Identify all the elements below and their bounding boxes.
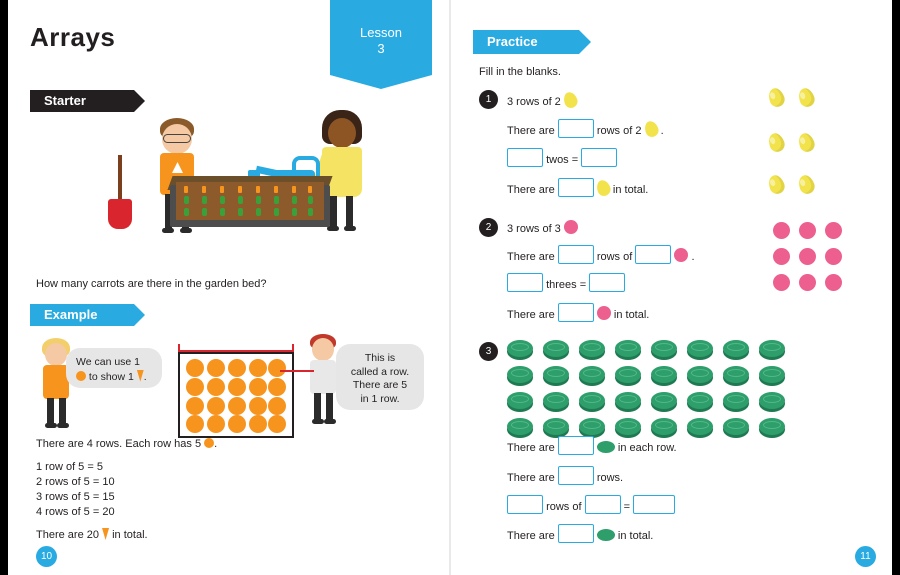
- line-text-before: There are: [507, 530, 555, 542]
- example-total-suffix: in total.: [112, 529, 148, 541]
- bubble-left-text-2: to show 1: [88, 370, 134, 383]
- lesson-label: Lesson: [360, 25, 402, 40]
- answer-blank[interactable]: [558, 245, 594, 264]
- line-text-after: rows.: [596, 472, 624, 484]
- answer-blank[interactable]: [633, 495, 675, 514]
- question-1-heading: [507, 92, 577, 108]
- question-3-line-2: [507, 466, 623, 485]
- starter-question: How many carrots are there in the garden bed?: [36, 278, 267, 290]
- answer-blank[interactable]: [558, 436, 594, 455]
- line-text-middle: threes =: [546, 279, 587, 291]
- question-3-line-4: [507, 524, 653, 543]
- line-text-after: in total.: [612, 184, 649, 196]
- line-text-before: There are: [507, 309, 555, 321]
- answer-blank[interactable]: [558, 303, 594, 322]
- question-2-heading-text: 3 rows of 3: [507, 223, 561, 235]
- equation-line: 2 rows of 5 = 10: [36, 476, 115, 488]
- example-banner-label: Example: [44, 307, 98, 322]
- question-1-line-1: [507, 119, 664, 138]
- speech-bubble-left: We can use 1 to show 1 .: [66, 348, 162, 388]
- line-text-middle: twos =: [546, 154, 579, 166]
- question-1-line-2: [507, 148, 617, 167]
- answer-blank[interactable]: [585, 495, 621, 514]
- line-text-after: in total.: [613, 309, 650, 321]
- question-1-line-3: [507, 178, 648, 197]
- coin-icon: [597, 529, 615, 541]
- lesson-number: 3: [377, 41, 385, 57]
- pink-dot-icon: [564, 220, 578, 234]
- question-number-3: 3: [479, 342, 498, 361]
- example-summary-suffix: .: [214, 438, 218, 450]
- answer-blank[interactable]: [558, 524, 594, 543]
- line-text-before: There are: [507, 125, 555, 137]
- example-banner: [30, 304, 134, 326]
- lemon-icon: [594, 178, 612, 197]
- garden-illustration: [30, 110, 430, 275]
- example-summary: [36, 438, 217, 450]
- question-2-line-1: [507, 245, 695, 264]
- answer-blank[interactable]: [558, 119, 594, 138]
- line-text-after: .: [691, 251, 695, 263]
- answer-blank[interactable]: [581, 148, 617, 167]
- practice-instruction: Fill in the blanks.: [479, 66, 561, 78]
- practice-banner: [473, 30, 579, 54]
- starter-banner-label: Starter: [44, 93, 86, 108]
- answer-blank[interactable]: [507, 273, 543, 292]
- orange-counter-icon: [204, 438, 214, 448]
- carrot-icon: [102, 528, 109, 540]
- line-text-middle: rows of: [596, 251, 633, 263]
- bubble-right-line-2: called a row.: [350, 365, 410, 378]
- question-number-1: 1: [479, 90, 498, 109]
- pink-dot-icon: [674, 248, 688, 262]
- question-3-line-3: [507, 495, 675, 514]
- page-title: Arrays: [30, 22, 116, 52]
- banner-arrow-icon: [579, 30, 591, 54]
- example-total-prefix: There are 20: [36, 529, 99, 541]
- bubble-right-line-1: This is: [364, 352, 396, 364]
- example-equations: [36, 460, 115, 520]
- coin-icon: [597, 441, 615, 453]
- page-number-left: 10: [36, 546, 57, 567]
- carrot-icon: [137, 370, 144, 382]
- lemon-icon: [562, 90, 580, 109]
- lemon-icon: [642, 119, 660, 138]
- line-text-after: in each row.: [617, 442, 677, 454]
- right-page: [451, 0, 892, 575]
- line-text-middle: rows of: [546, 501, 582, 513]
- question-3-line-1: [507, 436, 677, 455]
- starter-banner: [30, 90, 134, 112]
- row-measure-bracket: [178, 344, 294, 352]
- line-text-after: .: [660, 125, 664, 137]
- line-text-after: in total.: [617, 530, 654, 542]
- answer-blank[interactable]: [558, 466, 594, 485]
- question-2-heading: [507, 220, 578, 235]
- question-2-line-2: [507, 273, 625, 292]
- line-text-after: =: [623, 501, 631, 513]
- question-2-line-3: [507, 303, 649, 322]
- bubble-right-line-3: There are 5: [352, 379, 408, 392]
- question-number-2: 2: [479, 218, 498, 237]
- line-text-before: There are: [507, 184, 555, 196]
- spade-icon: [115, 155, 125, 230]
- banner-arrow-icon: [134, 304, 145, 326]
- speech-bubble-right: [336, 344, 424, 410]
- question-1-heading-text: 3 rows of 2: [507, 96, 561, 108]
- answer-blank[interactable]: [507, 148, 543, 167]
- lesson-tab: [330, 0, 432, 75]
- equation-line: 1 row of 5 = 5: [36, 461, 103, 473]
- line-text-before: There are: [507, 442, 555, 454]
- banner-arrow-icon: [134, 90, 145, 112]
- page-number-right: 11: [855, 546, 876, 567]
- practice-banner-label: Practice: [487, 34, 538, 49]
- left-page: [8, 0, 449, 575]
- bubble-right-line-4: in 1 row.: [360, 392, 400, 405]
- example-illustration: [30, 330, 430, 435]
- line-text-middle: rows of 2: [596, 125, 642, 137]
- counter-array-box: [178, 352, 294, 438]
- orange-counter-icon: [76, 371, 86, 381]
- pink-dot-icon: [597, 306, 611, 320]
- answer-blank[interactable]: [635, 245, 671, 264]
- bubble-left-text-1: We can use 1: [76, 356, 141, 368]
- equation-line: 4 rows of 5 = 20: [36, 506, 115, 518]
- equation-line: 3 rows of 5 = 15: [36, 491, 115, 503]
- answer-blank[interactable]: [507, 495, 543, 514]
- example-summary-text: There are 4 rows. Each row has 5: [36, 438, 202, 450]
- line-text-before: There are: [507, 472, 555, 484]
- garden-soil: [176, 182, 324, 220]
- example-total: [36, 528, 148, 541]
- answer-blank[interactable]: [589, 273, 625, 292]
- answer-blank[interactable]: [558, 178, 594, 197]
- line-text-before: There are: [507, 251, 555, 263]
